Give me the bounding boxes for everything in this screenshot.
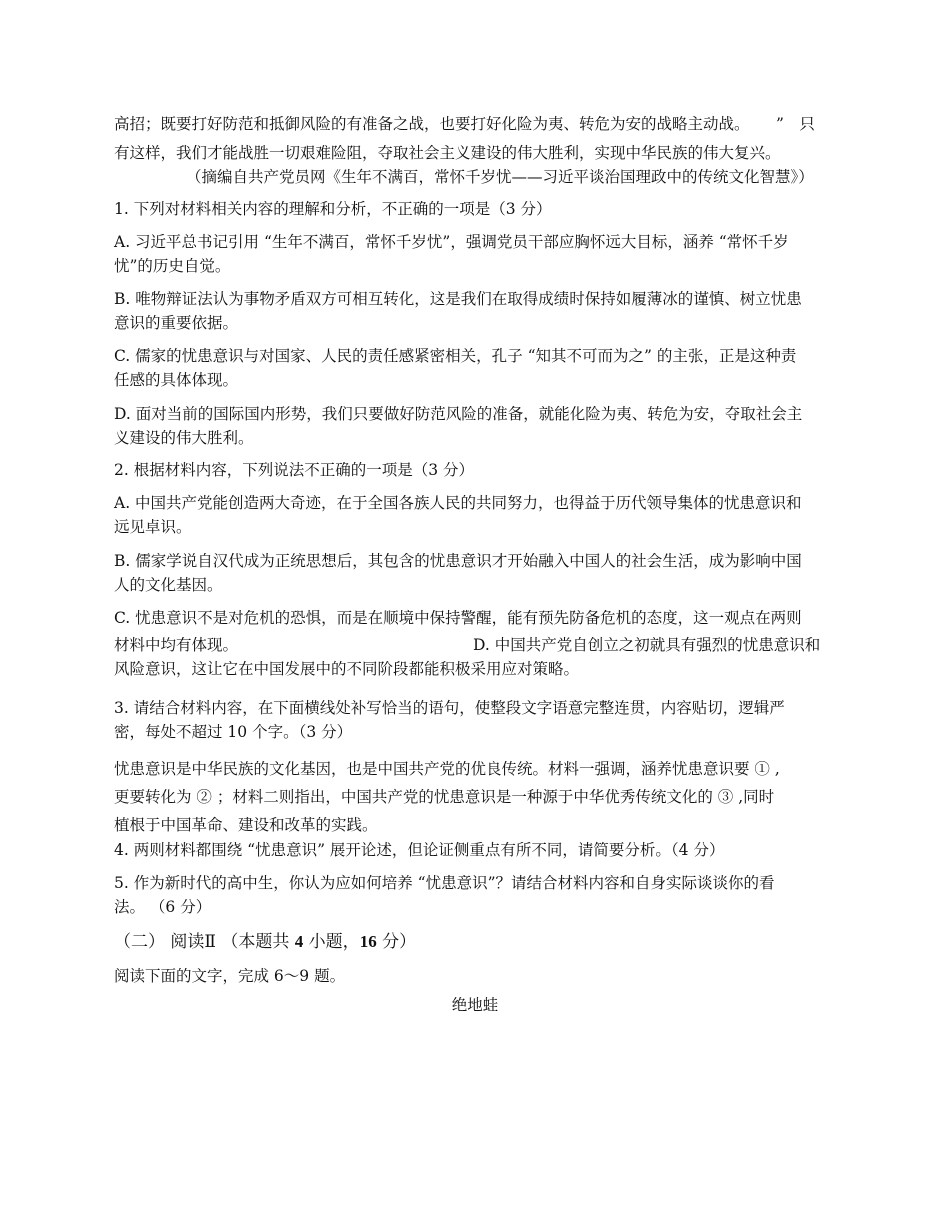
material-line: 高招；既要打好防范和抵御风险的有准备之战，也要打好化险为夷、转危为安的战略主动战。 (114, 115, 750, 133)
q2-option-d-cont: 风险意识，这让它在中国发展中的不同阶段都能积极采用应对策略。 (114, 660, 580, 678)
section-heading-post: 分） (376, 932, 417, 952)
question-1-stem: 1. 下列对材料相关内容的理解和分析，不正确的一项是（3 分） (114, 200, 552, 218)
q2-option-b: B. 儒家学说自汉代成为正统思想后，其包含的忧患意识才开始融入中国人的社会生活，成为影响中国 (114, 552, 802, 570)
question-4-stem: 4. 两则材料都围绕 “忧患意识” 展开论述，但论证侧重点有所不同，请简要分析。（4 分） (114, 841, 725, 859)
section-question-count: 4 (294, 932, 304, 951)
question-2-stem: 2. 根据材料内容，下列说法不正确的一项是（3 分） (114, 461, 475, 479)
material-line: 有这样，我们才能战胜一切艰难险阻，夺取社会主义建设的伟大胜利，实现中华民族的伟大复兴。 (114, 144, 781, 162)
q1-option-a: A. 习近平总书记引用 “生年不满百，常怀千岁忧”，强调党员干部应胸怀远大目标，涵养 “常怀千岁 (114, 233, 789, 251)
q2-option-d: D. 中国共产党自创立之初就具有强烈的忧患意识和 (473, 636, 821, 654)
question-5-stem-cont: 法。 （6 分） (114, 898, 212, 916)
q1-option-c-cont: 任感的具体体现。 (114, 371, 239, 389)
q3-paragraph-line: 忧患意识是中华民族的文化基因，也是中国共产党的优良传统。材料一强调，涵养忧患意识要 ① , (114, 760, 780, 778)
material-line-tail: ” 只 (776, 115, 815, 133)
section-heading-mid: 小题， (303, 932, 360, 952)
section-2-heading (114, 931, 416, 953)
article-title: 绝地蛙 (451, 996, 499, 1014)
section-score: 16 (359, 932, 377, 951)
section-2-instruction: 阅读下面的文字，完成 6～9 题。 (114, 967, 346, 985)
q1-option-b: B. 唯物辩证法认为事物矛盾双方可相互转化，这是我们在取得成绩时保持如履薄冰的谨慎、树立忧患 (114, 290, 802, 308)
q1-option-b-cont: 意识的重要依据。 (114, 314, 239, 332)
q1-option-d: D. 面对当前的国际国内形势，我们只要做好防范风险的准备，就能化险为夷、转危为安，夺取社会主 (114, 405, 803, 423)
q3-paragraph-line: 更要转化为 ② ；材料二则指出，中国共产党的忧患意识是一种源于中华优秀传统文化的 ③ ,同时 (114, 788, 775, 806)
material-source: （摘编自共产党员网《生年不满百，常怀千岁忧——习近平谈治国理政中的传统文化智慧》） (186, 168, 814, 186)
q2-option-b-cont: 人的文化基因。 (114, 576, 223, 594)
q2-option-c: C. 忧患意识不是对危机的恐惧，而是在顺境中保持警醒，能有预先防备危机的态度，这一观点在两则 (114, 609, 802, 627)
q1-option-a-cont: 忧”的历史自觉。 (114, 257, 231, 275)
question-3-stem: 3. 请结合材料内容，在下面横线处补写恰当的语句，使整段文字语意完整连贯，内容贴切，逻辑严 (114, 699, 785, 717)
question-5-stem: 5. 作为新时代的高中生，你认为应如何培养 “忧患意识”？请结合材料内容和自身实际谈谈你的看 (114, 874, 775, 892)
q2-option-a-cont: 远见卓识。 (114, 518, 192, 536)
q1-option-c: C. 儒家的忧患意识与对国家、人民的责任感紧密相关，孔子 “知其不可而为之” 的主张，正是这种责 (114, 347, 797, 365)
section-heading-pre: （二） 阅读Ⅱ （本题共 (114, 932, 295, 952)
q2-option-c-cont: 材料中均有体现。 (114, 636, 239, 654)
q1-option-d-cont: 义建设的伟大胜利。 (114, 429, 254, 447)
q2-option-a: A. 中国共产党能创造两大奇迹，在于全国各族人民的共同努力，也得益于历代领导集体的忧患意识和 (114, 494, 802, 512)
question-3-stem-cont: 密，每处不超过 10 个字。（3 分） (114, 723, 353, 741)
q3-paragraph-line: 植根于中国革命、建设和改革的实践。 (114, 816, 378, 834)
